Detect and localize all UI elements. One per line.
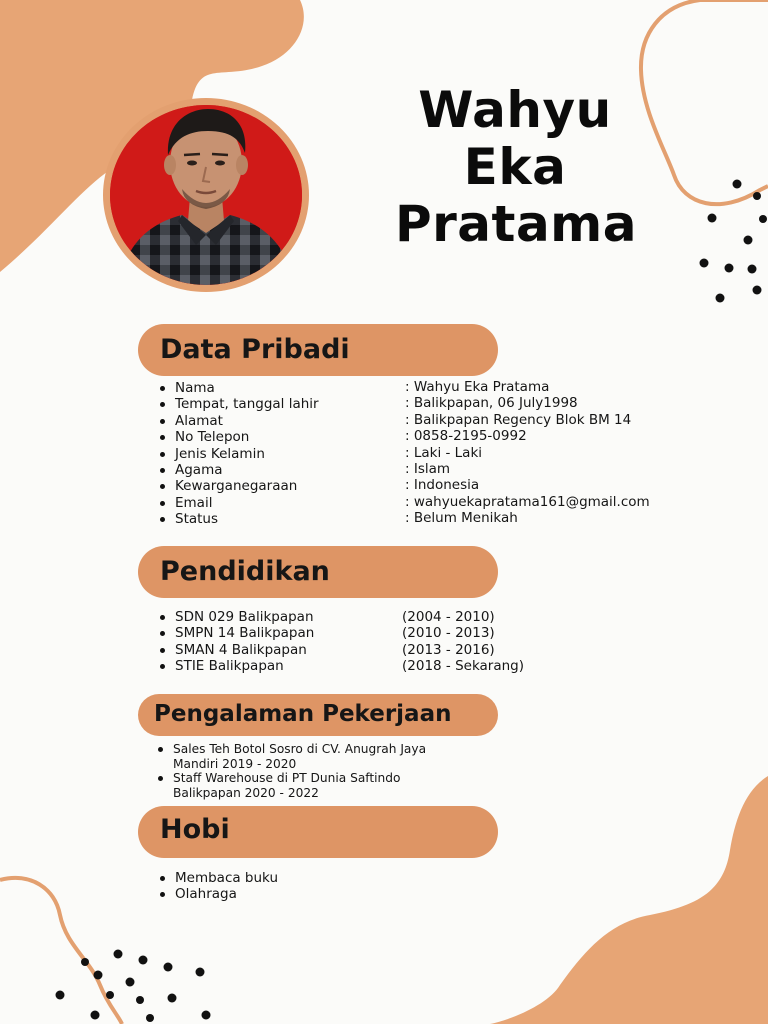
- hobby-item: Olahraga: [158, 886, 278, 902]
- field-label-birth: Tempat, tanggal lahir: [158, 396, 319, 412]
- name-line-last: Pratama: [395, 195, 638, 253]
- work-item-line: Staff Warehouse di PT Dunia Saftindo: [173, 771, 401, 786]
- personal-data-labels: [158, 380, 319, 528]
- education-school: SDN 029 Balikpapan: [158, 609, 314, 625]
- education-years: [402, 609, 524, 675]
- section-title: Pengalaman Pekerjaan: [154, 701, 452, 727]
- education-years-item: (2010 - 2013): [402, 625, 495, 642]
- field-value-citizenship: : Indonesia: [405, 477, 480, 494]
- field-label-status: Status: [158, 511, 319, 527]
- work-item-line: Mandiri 2019 - 2020: [173, 756, 297, 771]
- personal-data-values: [405, 379, 650, 527]
- field-label-telepon: No Telepon: [158, 429, 319, 445]
- field-label-alamat: Alamat: [158, 413, 319, 429]
- field-label-email: Email: [158, 495, 319, 511]
- name-line-first: Wahyu: [418, 81, 612, 139]
- work-item-line: Balikpapan 2020 - 2022: [173, 785, 319, 800]
- education-school: SMPN 14 Balikpapan: [158, 625, 314, 641]
- section-heading-data-pribadi: [138, 324, 498, 376]
- field-label-agama: Agama: [158, 462, 319, 478]
- education-school: SMAN 4 Balikpapan: [158, 642, 314, 658]
- education-years-item: (2013 - 2016): [402, 641, 495, 658]
- work-experience-list: [156, 742, 426, 800]
- name-heading: [395, 81, 638, 253]
- work-item: [156, 771, 426, 800]
- name-line-middle: Eka: [463, 138, 567, 196]
- work-item: [156, 742, 426, 771]
- education-years-item: (2004 - 2010): [402, 609, 495, 625]
- field-value-email: : wahyuekapratama161@gmail.com: [405, 493, 650, 510]
- bottom-left-outline-squiggle: [0, 878, 122, 1024]
- field-value-gender: : Laki - Laki: [405, 444, 483, 461]
- field-value-birth: : Balikpapan, 06 July1998: [405, 395, 578, 412]
- profile-photo-frame: [103, 98, 309, 292]
- bottom-right-blob: [490, 776, 768, 1024]
- section-heading-pendidikan: [138, 546, 498, 598]
- field-value-nama: : Wahyu Eka Pratama: [405, 379, 550, 395]
- bottom-left-dots: [56, 950, 211, 1023]
- field-label-gender: Jenis Kelamin: [158, 446, 319, 462]
- education-school: STIE Balikpapan: [158, 658, 314, 674]
- hobby-item: Membaca buku: [158, 870, 278, 886]
- top-right-dots: [700, 180, 768, 303]
- section-title: Hobi: [160, 814, 230, 845]
- field-value-telepon: : 0858-2195-0992: [405, 428, 527, 445]
- hobby-list: [158, 870, 278, 903]
- work-item-line: Sales Teh Botol Sosro di CV. Anugrah Jaya: [173, 742, 427, 756]
- field-value-agama: : Islam: [405, 461, 451, 478]
- field-label-nama: Nama: [158, 380, 319, 396]
- field-label-citizenship: Kewarganegaraan: [158, 478, 319, 494]
- section-heading-pengalaman: [138, 694, 498, 736]
- field-value-alamat: : Balikpapan Regency Blok BM 14: [405, 411, 632, 428]
- top-right-outline-squiggle: [641, 0, 768, 204]
- field-value-status: : Belum Menikah: [405, 510, 518, 527]
- education-years-item: (2018 - Sekarang): [402, 658, 525, 675]
- section-heading-hobi: [138, 806, 498, 858]
- profile-photo: [110, 105, 302, 285]
- section-title: Pendidikan: [160, 556, 330, 587]
- section-title: Data Pribadi: [160, 334, 350, 365]
- person-portrait-icon: [110, 105, 302, 285]
- education-schools: [158, 609, 314, 675]
